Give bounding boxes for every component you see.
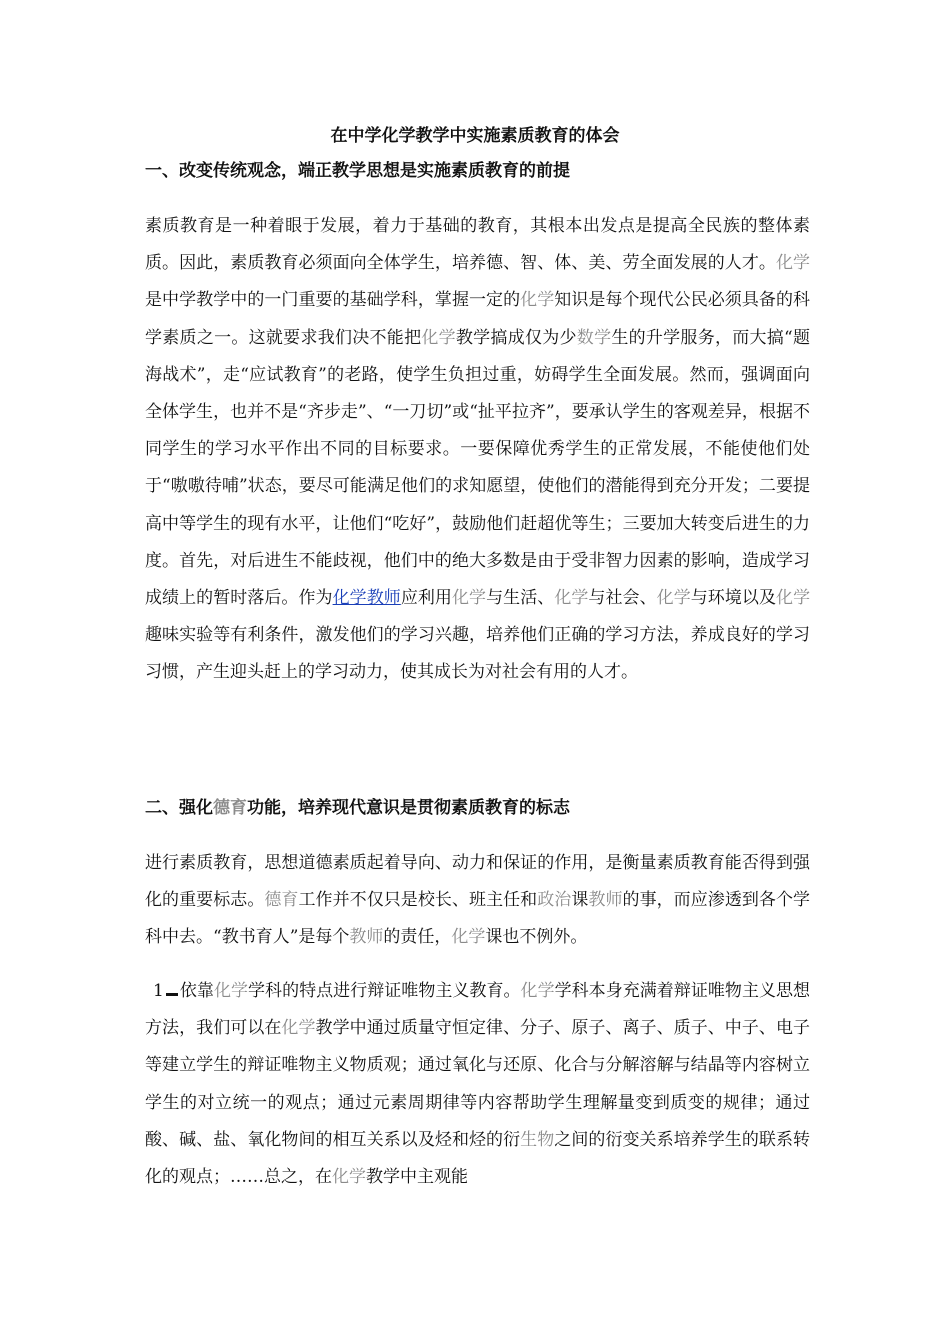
keyword-link[interactable]: 化学 — [520, 290, 555, 311]
text-run: 生的升学服务，而大搞“题海战术”，走“应试教育”的老路，使学生负担过重，妨碍学生全面发展。然而，强调面向全体学生，也并不是“齐步走”、“一刀切”或“扯平拉齐”，要承认学生的客观差异，根据不同学生的学习水平作出不同的目标要求。一要保障优秀学生的正常发展，不能使他们处于“嗷嗷待哺”状态，要尽可能满足他们的求知愿望，使他们的潜能得到充分开发；二要提高中等学生的现有水平，让他们“吃好”，鼓励他们赶超优等生；三要加大转变后进生的力度。首先，对后进生不能歧视，他们中的绝大多数是由于受非智力因素的影响，造成学习成绩上的暂时落后。作为 — [145, 327, 811, 609]
text-run: 教学中主观能 — [366, 1167, 468, 1188]
keyword-link[interactable]: 化学 — [281, 1018, 316, 1039]
document-title: 在中学化学教学中实施素质教育的体会 — [330, 126, 620, 146]
section-heading-1: 一、改变传统观念，端正教学思想是实施素质教育的前提 — [145, 161, 570, 181]
text-run: 与生活、 — [486, 588, 555, 609]
keyword-link[interactable]: 化学 — [213, 981, 249, 1001]
keyword-link[interactable]: 化学 — [520, 981, 555, 1001]
text-run: 功能，培养现代意识是贯彻素质教育的标志 — [247, 798, 570, 818]
text-run: 教学搞成仅为少 — [455, 327, 577, 348]
text-run: 课也不例外。 — [485, 927, 588, 948]
section-2-paragraph — [145, 845, 810, 957]
text-run: 课 — [571, 890, 589, 911]
keyword-link[interactable]: 德育 — [264, 890, 299, 911]
keyword-link[interactable]: 化学 — [656, 588, 691, 609]
text-run: 学科本身充满着辩证唯物主义思想方法，我们可以在 — [145, 981, 811, 1039]
keyword-link[interactable]: 化学 — [554, 588, 589, 609]
text-run: 学科的特点进行辩证唯物主义教育。 — [248, 981, 521, 1001]
keyword-link[interactable]: 政治 — [537, 890, 572, 911]
text-run: 知识是每个现代公民必须具备的科学素质之一。这就要求我们决不能把 — [145, 290, 811, 348]
item-1-paragraph — [145, 973, 810, 1196]
text-run: 素质教育是一种着眼于发展，着力于基础的教育，其根本出发点是提高全民族的整体素质。因此，素质教育必须面向全体学生，培养德、智、体、美、劳全面发展的人才。 — [145, 216, 810, 274]
keyword-link[interactable]: 化学 — [775, 253, 811, 274]
text-run: 依靠 — [179, 981, 214, 1001]
text-run: 二、强化 — [145, 798, 213, 818]
text-run: 的责任， — [383, 927, 452, 948]
keyword-link[interactable]: 化学 — [451, 927, 486, 948]
text-run: 与社会、 — [588, 588, 657, 609]
keyword-link[interactable]: 数学 — [576, 327, 612, 348]
text-run: 趣味实验等有利条件，激发他们的学习兴趣，培养他们正确的学习方法，养成良好的学习习惯，产生迎头赶上的学习动力，使其成长为对社会有用的人才。 — [145, 625, 810, 683]
text-run: 与环境以及 — [690, 588, 777, 609]
keyword-link[interactable]: 化学 — [332, 1167, 366, 1188]
text-run: 应利用 — [400, 588, 452, 609]
section-heading-2 — [145, 794, 825, 822]
keyword-link[interactable]: 化学 — [451, 588, 487, 609]
item-number: 1 — [153, 981, 164, 1001]
hyperlink[interactable]: 化学教师 — [332, 588, 401, 609]
keyword-link[interactable]: 生物 — [520, 1129, 555, 1150]
keyword-link[interactable]: 德育 — [213, 798, 247, 818]
keyword-link[interactable]: 教师 — [349, 927, 384, 948]
section-1-paragraph — [145, 208, 810, 692]
text-run: 进行素质教育，思想道德素质起着导向、动力和保证的作用，是衡量素质教育能否得到强化的重要标志。 — [145, 853, 810, 911]
text-run: 之间的衍变关系培养学生的联系转化的观点；……总之，在 — [145, 1129, 811, 1188]
text-run: 是中学教学中的一门重要的基础学科，掌握一定的 — [145, 290, 521, 311]
text-run: 工作并不仅只是校长、班主任和 — [298, 890, 538, 911]
bullet-mark — [166, 985, 178, 996]
keyword-link[interactable]: 化学 — [776, 588, 811, 609]
item-1-text — [145, 981, 810, 1187]
keyword-link[interactable]: 化学 — [421, 327, 456, 348]
text-run: 教学中通过质量守恒定律、分子、原子、离子、质子、中子、电子等建立学生的辩证唯物主义物质观；通过氧化与还原、化合与分解溶解与结晶等内容树立学生的对立统一的观点；通过元素周期律等内容帮助学生理解量变到质变的规律；通过酸、碱、盐、氧化物间的相互关系以及烃和烃的衍 — [145, 1018, 811, 1150]
keyword-link[interactable]: 教师 — [588, 890, 623, 911]
text-run: 的事，而应渗透到各个学科中去。“教书育人”是每个 — [145, 890, 811, 948]
